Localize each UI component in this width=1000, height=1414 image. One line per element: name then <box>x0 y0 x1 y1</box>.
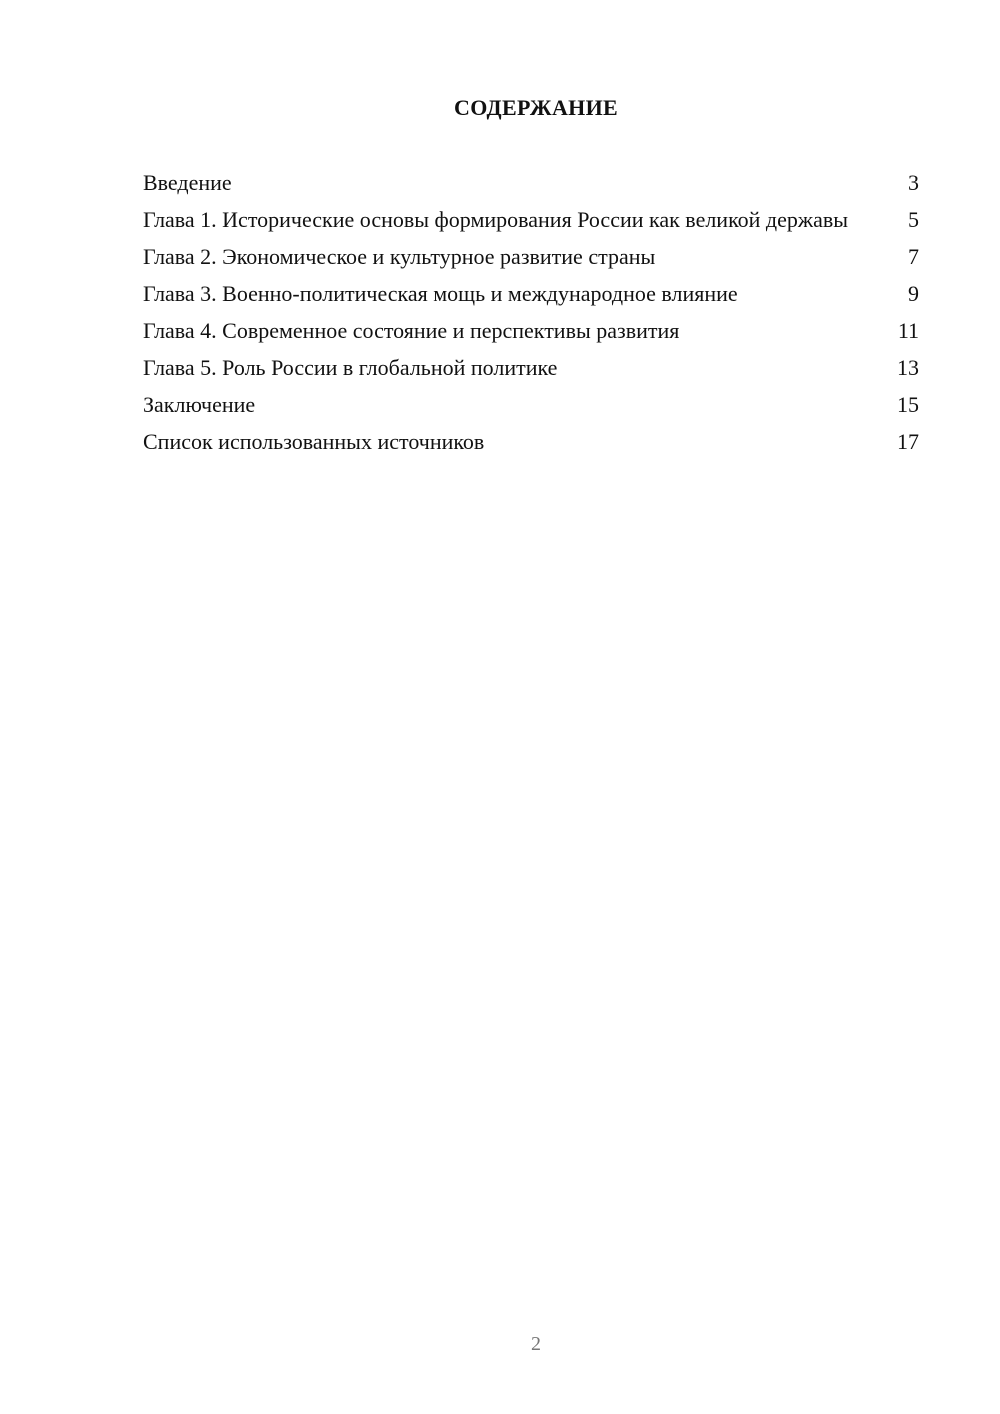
toc-entry-chapter-4 <box>143 317 919 345</box>
toc-entry-page: 15 <box>897 392 919 417</box>
toc-entry-label: Глава 3. Военно-политическая мощь и международное влияние <box>143 281 738 306</box>
toc-entry-page: 9 <box>908 281 919 306</box>
toc-entry-label: Заключение <box>143 392 256 417</box>
page-number: 2 <box>531 1333 541 1355</box>
toc-entry-page: 13 <box>897 355 919 380</box>
toc-entry-chapter-2 <box>143 243 919 271</box>
toc-entry-references <box>143 428 919 456</box>
toc-entry-label: Введение <box>143 170 232 195</box>
toc-entry-label: Глава 2. Экономическое и культурное развитие страны <box>143 244 656 269</box>
toc-entry-label: Глава 1. Исторические основы формирования России как великой державы <box>143 207 849 232</box>
toc-entry-label: Глава 5. Роль России в глобальной политике <box>143 355 558 380</box>
toc-entry-conclusion <box>143 391 919 419</box>
toc-entry-page: 11 <box>897 318 919 343</box>
toc-entry-page: 7 <box>908 244 919 269</box>
toc-entry-page: 3 <box>908 170 919 195</box>
toc-entry-label: Список использованных источников <box>143 429 485 454</box>
toc-entry-chapter-3 <box>143 280 919 308</box>
page-title: СОДЕРЖАНИЕ <box>454 95 618 120</box>
toc-entry-chapter-1 <box>143 206 919 234</box>
toc-entry-label: Глава 4. Современное состояние и перспективы развития <box>143 318 680 343</box>
table-of-contents <box>143 169 919 465</box>
toc-entry-page: 5 <box>908 207 919 232</box>
toc-entry-page: 17 <box>897 429 919 454</box>
toc-entry-chapter-5 <box>143 354 919 382</box>
toc-entry-introduction <box>143 169 919 197</box>
